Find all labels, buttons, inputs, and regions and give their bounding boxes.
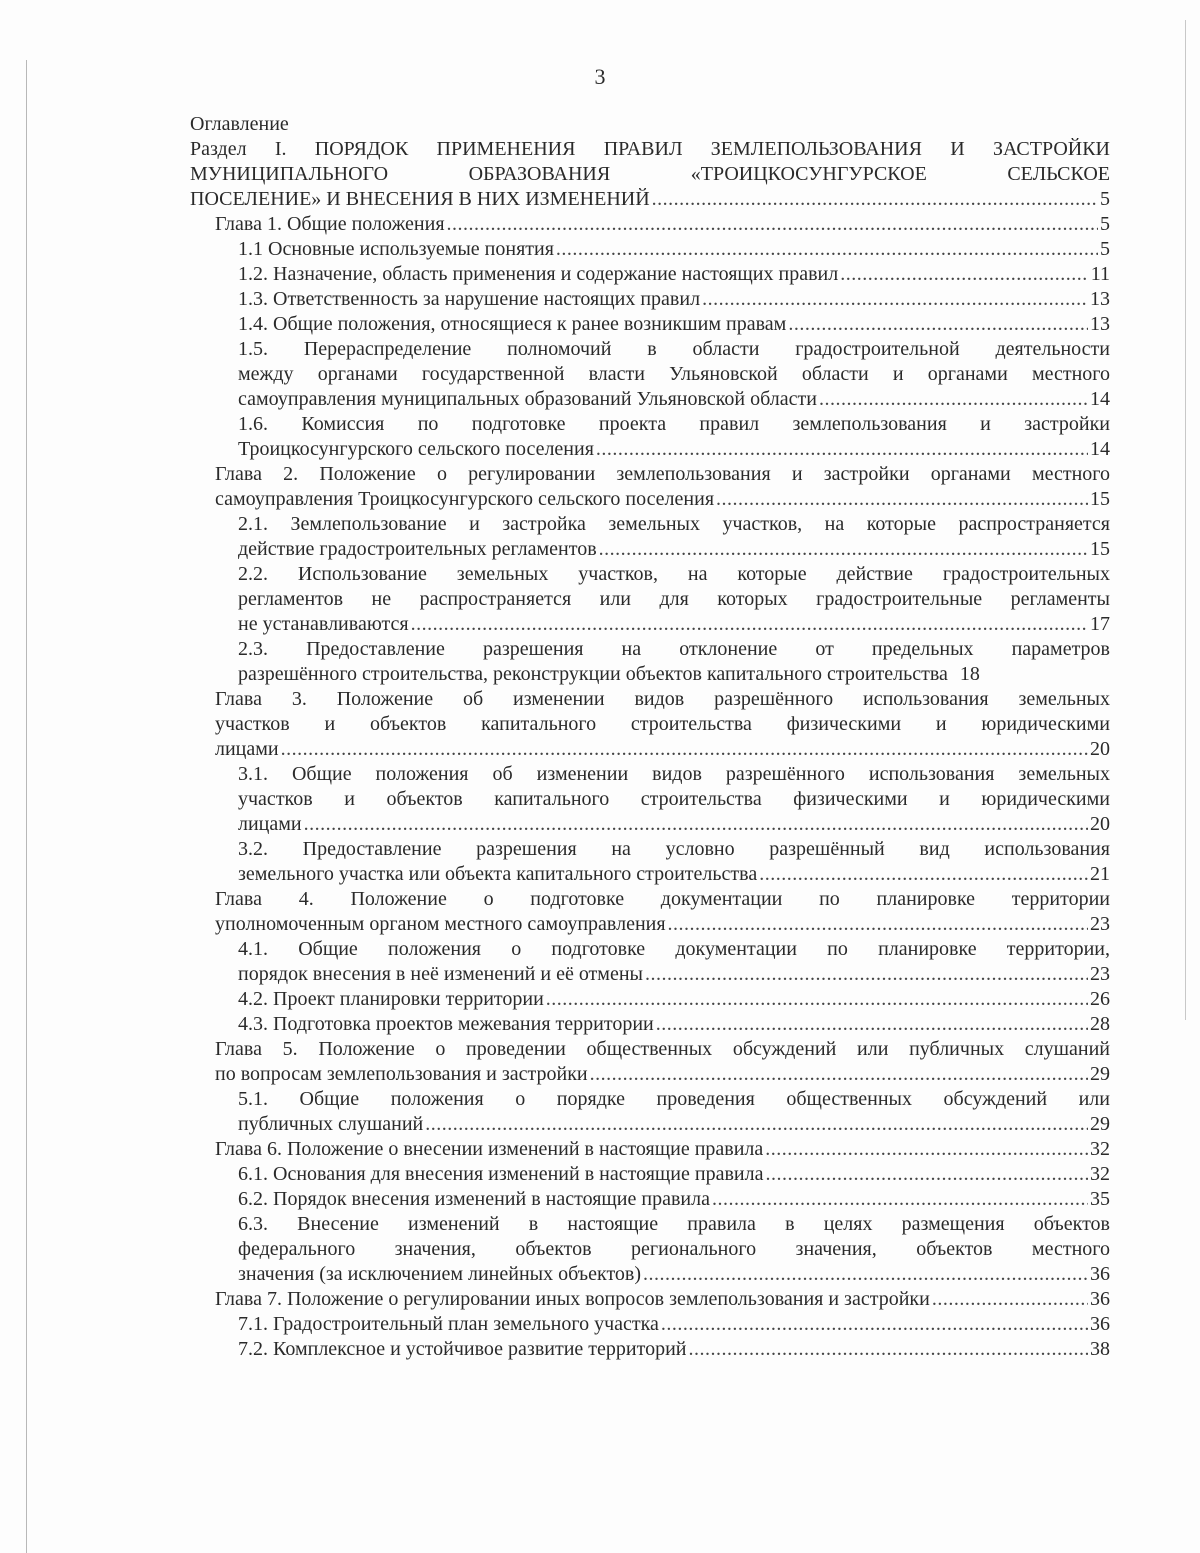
toc-leader-dots xyxy=(716,487,1088,512)
toc-entry-line: 3.1. Общие положения об изменении видов разрешённого использования земельных xyxy=(238,763,1110,785)
toc-entry[interactable] xyxy=(190,462,1110,512)
toc-entry-line: участков и объектов капитального строительства физическими и юридическими xyxy=(238,788,1110,810)
toc-page-number: 5 xyxy=(1100,188,1110,210)
toc-entry[interactable] xyxy=(190,237,1110,262)
toc-leader-dots xyxy=(656,1012,1088,1037)
page-number: 3 xyxy=(594,64,606,89)
toc-entry-line: Глава 4. Положение о подготовке документации по планировке территории xyxy=(215,888,1110,910)
toc-leader-dots xyxy=(447,212,1098,237)
toc-entry-line: земельного участка или объекта капитального строительства xyxy=(238,863,758,885)
toc-entry-line: 6.3. Внесение изменений в настоящие правила в целях размещения объектов xyxy=(238,1213,1110,1235)
toc-entry[interactable] xyxy=(190,412,1110,462)
toc-page-number: 5 xyxy=(1100,238,1110,260)
toc-leader-dots xyxy=(689,1337,1089,1362)
toc-entry[interactable] xyxy=(190,1287,1110,1312)
toc-entry[interactable] xyxy=(190,887,1110,937)
toc-page-number: 13 xyxy=(1090,313,1110,335)
toc-entry-line: самоуправления Троицкосунгурского сельского поселения xyxy=(215,488,715,510)
toc-entry-line: 1.4. Общие положения, относящиеся к ранее возникшим правам xyxy=(238,313,787,335)
toc-leader-dots xyxy=(590,1062,1088,1087)
toc-leader-dots xyxy=(596,437,1088,462)
toc-leader-dots xyxy=(281,737,1088,762)
toc-leader-dots xyxy=(788,312,1088,337)
toc-entry-line: регламентов не распространяется или для которых градостроительные регламенты xyxy=(238,588,1110,610)
toc-entry-line: Глава 3. Положение об изменении видов разрешённого использования земельных xyxy=(215,688,1110,710)
toc-entry-line: 2.1. Землепользование и застройка земельных участков, на которые распространяется xyxy=(238,513,1110,535)
toc-page-number: 38 xyxy=(1090,1338,1110,1360)
toc-entry-line: 3.2. Предоставление разрешения на условно разрешённый вид использования xyxy=(238,838,1110,860)
toc-page-number: 21 xyxy=(1090,863,1110,885)
toc-entry-line: Глава 6. Положение о внесении изменений в настоящие правила xyxy=(215,1138,764,1160)
toc-page-number: 20 xyxy=(1090,738,1110,760)
toc-entry-line: лицами xyxy=(238,813,302,835)
toc-entry-line: 2.3. Предоставление разрешения на отклонение от предельных параметров xyxy=(238,638,1110,660)
toc-leader-dots xyxy=(425,1112,1088,1137)
toc-entry-line: действие градостроительных регламентов xyxy=(238,538,597,560)
toc-entry-line: 5.1. Общие положения о порядке проведения общественных обсуждений или xyxy=(238,1088,1110,1110)
toc-entry-line: Троицкосунгурского сельского поселения xyxy=(238,438,594,460)
toc-entry[interactable] xyxy=(190,1087,1110,1137)
toc-entry-line: федерального значения, объектов регионального значения, объектов местного xyxy=(238,1238,1110,1260)
toc-entry-line: самоуправления муниципальных образований Ульяновской области xyxy=(238,388,817,410)
toc-page-number: 14 xyxy=(1090,388,1110,410)
toc-leader-dots xyxy=(668,912,1088,937)
toc-leader-dots xyxy=(643,1262,1088,1287)
toc-entry[interactable] xyxy=(190,687,1110,762)
toc-entry-line: Раздел I. ПОРЯДОК ПРИМЕНЕНИЯ ПРАВИЛ ЗЕМЛЕПОЛЬЗОВАНИЯ И ЗАСТРОЙКИ xyxy=(190,138,1110,160)
toc-entry-line: порядок внесения в неё изменений и её отмены xyxy=(238,963,643,985)
toc-entry-line: 1.2. Назначение, область применения и содержание настоящих правил xyxy=(238,263,839,285)
table-of-contents xyxy=(190,112,1110,1362)
toc-entry[interactable] xyxy=(190,1212,1110,1287)
toc-entry-line: 4.1. Общие положения о подготовке документации по планировке территории, xyxy=(238,938,1110,960)
toc-entry[interactable] xyxy=(190,562,1110,637)
toc-page-number: 14 xyxy=(1090,438,1110,460)
toc-entry-line: Глава 5. Положение о проведении общественных обсуждений или публичных слушаний xyxy=(215,1038,1110,1060)
toc-page-number: 36 xyxy=(1090,1263,1110,1285)
toc-leader-dots xyxy=(599,537,1088,562)
toc-leader-dots xyxy=(759,862,1088,887)
toc-entry[interactable] xyxy=(190,337,1110,412)
toc-page-number: 18 xyxy=(959,663,980,685)
toc-page-number: 15 xyxy=(1090,538,1110,560)
toc-page-number: 17 xyxy=(1090,613,1110,635)
toc-page-number: 35 xyxy=(1090,1188,1110,1210)
scan-edge-left xyxy=(26,60,27,1553)
toc-entry[interactable] xyxy=(190,1337,1110,1362)
toc-page-number: 11 xyxy=(1090,263,1110,285)
toc-entry-line: 6.1. Основания для внесения изменений в настоящие правила xyxy=(238,1163,764,1185)
toc-title: Оглавление xyxy=(190,113,289,135)
toc-entry-line: 4.3. Подготовка проектов межевания территории xyxy=(238,1013,654,1035)
toc-entry-line: 1.5. Перераспределение полномочий в области градостроительной деятельности xyxy=(238,338,1110,360)
toc-page-number: 5 xyxy=(1100,213,1110,235)
toc-entry-line: 2.2. Использование земельных участков, на которые действие градостроительных xyxy=(238,563,1110,585)
toc-entry[interactable] xyxy=(190,987,1110,1012)
toc-entry-line: публичных слушаний xyxy=(238,1113,424,1135)
toc-entry[interactable] xyxy=(190,312,1110,337)
toc-entry-line: ПОСЕЛЕНИЕ» И ВНЕСЕНИЯ В НИХ ИЗМЕНЕНИЙ xyxy=(190,188,650,210)
toc-leader-dots xyxy=(645,962,1088,987)
toc-entry-line: 4.2. Проект планировки территории xyxy=(238,988,544,1010)
toc-entry-line: участков и объектов капитального строительства физическими и юридическими xyxy=(215,713,1110,735)
toc-entry[interactable] xyxy=(190,1137,1110,1162)
toc-entry-line: Глава 1. Общие положения xyxy=(215,213,445,235)
toc-leader-dots xyxy=(840,262,1089,287)
toc-entry-line: 1.3. Ответственность за нарушение настоящих правил xyxy=(238,288,701,310)
toc-page-number: 23 xyxy=(1090,963,1110,985)
toc-leader-dots xyxy=(702,287,1088,312)
toc-entry[interactable] xyxy=(190,137,1110,212)
toc-entry-line: не устанавливаются xyxy=(238,613,409,635)
toc-entry[interactable] xyxy=(190,1012,1110,1037)
toc-entry-line: уполномоченным органом местного самоуправления xyxy=(215,913,666,935)
toc-entry[interactable] xyxy=(190,512,1110,562)
toc-page-number: 15 xyxy=(1090,488,1110,510)
toc-page-number: 32 xyxy=(1090,1138,1110,1160)
toc-entry[interactable] xyxy=(190,762,1110,837)
toc-entry-line: МУНИЦИПАЛЬНОГО ОБРАЗОВАНИЯ «ТРОИЦКОСУНГУРСКОЕ СЕЛЬСКОЕ xyxy=(190,163,1110,185)
toc-leader-dots xyxy=(304,812,1088,837)
toc-page-number: 36 xyxy=(1090,1288,1110,1310)
toc-entry-line: разрешённого строительства, реконструкции объектов капитального строительства xyxy=(238,663,948,685)
toc-entry-line: 7.1. Градостроительный план земельного участка xyxy=(238,1313,659,1335)
toc-leader-dots xyxy=(411,612,1088,637)
toc-page-number: 32 xyxy=(1090,1163,1110,1185)
toc-entry[interactable] xyxy=(190,212,1110,237)
toc-entry-line: значения (за исключением линейных объектов) xyxy=(238,1263,642,1285)
toc-entry[interactable] xyxy=(190,1162,1110,1187)
toc-leader-dots xyxy=(661,1312,1088,1337)
toc-entry-line: лицами xyxy=(215,738,279,760)
toc-entry[interactable] xyxy=(190,637,1110,687)
toc-leader-dots xyxy=(765,1162,1088,1187)
toc-page-number: 13 xyxy=(1090,288,1110,310)
toc-entry[interactable] xyxy=(190,287,1110,312)
toc-entry[interactable] xyxy=(190,1037,1110,1087)
toc-entry-line: 7.2. Комплексное и устойчивое развитие территорий xyxy=(238,1338,687,1360)
toc-page-number: 28 xyxy=(1090,1013,1110,1035)
toc-leader-dots xyxy=(652,187,1098,212)
toc-page-number: 29 xyxy=(1090,1113,1110,1135)
scan-edge-right xyxy=(1185,20,1186,1020)
toc-entries xyxy=(190,137,1110,1362)
toc-entry-line: Глава 2. Положение о регулировании землепользования и застройки органами местного xyxy=(215,463,1110,485)
toc-entry-line: 6.2. Порядок внесения изменений в настоящие правила xyxy=(238,1188,710,1210)
toc-entry-line: 1.6. Комиссия по подготовке проекта правил землепользования и застройки xyxy=(238,413,1110,435)
toc-entry-line: по вопросам землепользования и застройки xyxy=(215,1063,588,1085)
toc-leader-dots xyxy=(546,987,1088,1012)
toc-page-number: 29 xyxy=(1090,1063,1110,1085)
toc-page-number: 36 xyxy=(1090,1313,1110,1335)
toc-leader-dots xyxy=(932,1287,1088,1312)
toc-leader-dots xyxy=(819,387,1088,412)
toc-page-number: 26 xyxy=(1090,988,1110,1010)
toc-page-number: 23 xyxy=(1090,913,1110,935)
toc-entry-line: между органами государственной власти Ульяновской области и органами местного xyxy=(238,363,1110,385)
toc-entry-line: Глава 7. Положение о регулировании иных вопросов землепользования и застройки xyxy=(215,1288,930,1310)
toc-leader-dots xyxy=(712,1187,1088,1212)
toc-entry[interactable] xyxy=(190,1187,1110,1212)
toc-entry-line: 1.1 Основные используемые понятия xyxy=(238,238,554,260)
toc-entry[interactable] xyxy=(190,1312,1110,1337)
toc-page-number: 20 xyxy=(1090,813,1110,835)
toc-entry[interactable] xyxy=(190,937,1110,987)
toc-leader-dots xyxy=(556,237,1098,262)
toc-entry[interactable] xyxy=(190,262,1110,287)
toc-leader-dots xyxy=(765,1137,1088,1162)
toc-entry[interactable] xyxy=(190,837,1110,887)
